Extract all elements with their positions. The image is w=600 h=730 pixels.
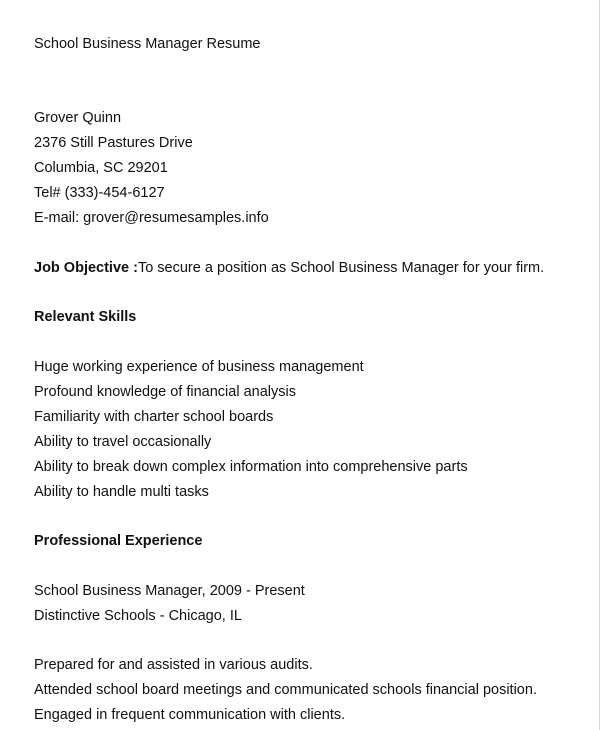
skill-item: Huge working experience of business management — [34, 358, 364, 375]
job-objective-text: To secure a position as School Business Manager for your firm. — [137, 259, 545, 276]
experience-position: School Business Manager, 2009 - Present — [34, 582, 305, 599]
contact-email: E-mail: grover@resumesamples.info — [34, 210, 269, 226]
skill-item: Ability to break down complex information into comprehensive parts — [34, 458, 468, 475]
job-objective — [34, 256, 584, 281]
spacer — [34, 57, 584, 82]
spacer — [34, 82, 584, 107]
contact-address: 2376 Still Pastures Drive — [34, 135, 193, 151]
skill-item: Ability to handle multi tasks — [34, 483, 209, 500]
spacer — [34, 554, 584, 579]
experience-employer: Distinctive Schools - Chicago, IL — [34, 607, 242, 624]
contact-phone: Tel# (333)-454-6127 — [34, 185, 165, 201]
spacer — [34, 629, 584, 654]
duty-item: Engaged in frequent communication with clients. — [34, 707, 346, 723]
spacer — [34, 330, 584, 355]
skill-item: Profound knowledge of financial analysis — [34, 383, 296, 400]
contact-name: Grover Quinn — [34, 110, 122, 126]
experience-heading: Professional Experience — [34, 533, 203, 549]
resume-document — [34, 32, 584, 728]
skills-heading: Relevant Skills — [34, 309, 137, 325]
spacer — [34, 281, 584, 306]
job-objective-label: Job Objective : — [34, 259, 138, 276]
contact-city: Columbia, SC 29201 — [34, 160, 168, 176]
duty-item: Attended school board meetings and communicated schools financial position. — [34, 682, 537, 698]
spacer — [34, 231, 584, 256]
skill-item: Familiarity with charter school boards — [34, 408, 274, 425]
skill-item: Ability to travel occasionally — [34, 433, 212, 450]
document-title: School Business Manager Resume — [34, 36, 261, 52]
duty-item: Prepared for and assisted in various audits. — [34, 657, 313, 673]
spacer — [34, 505, 584, 530]
